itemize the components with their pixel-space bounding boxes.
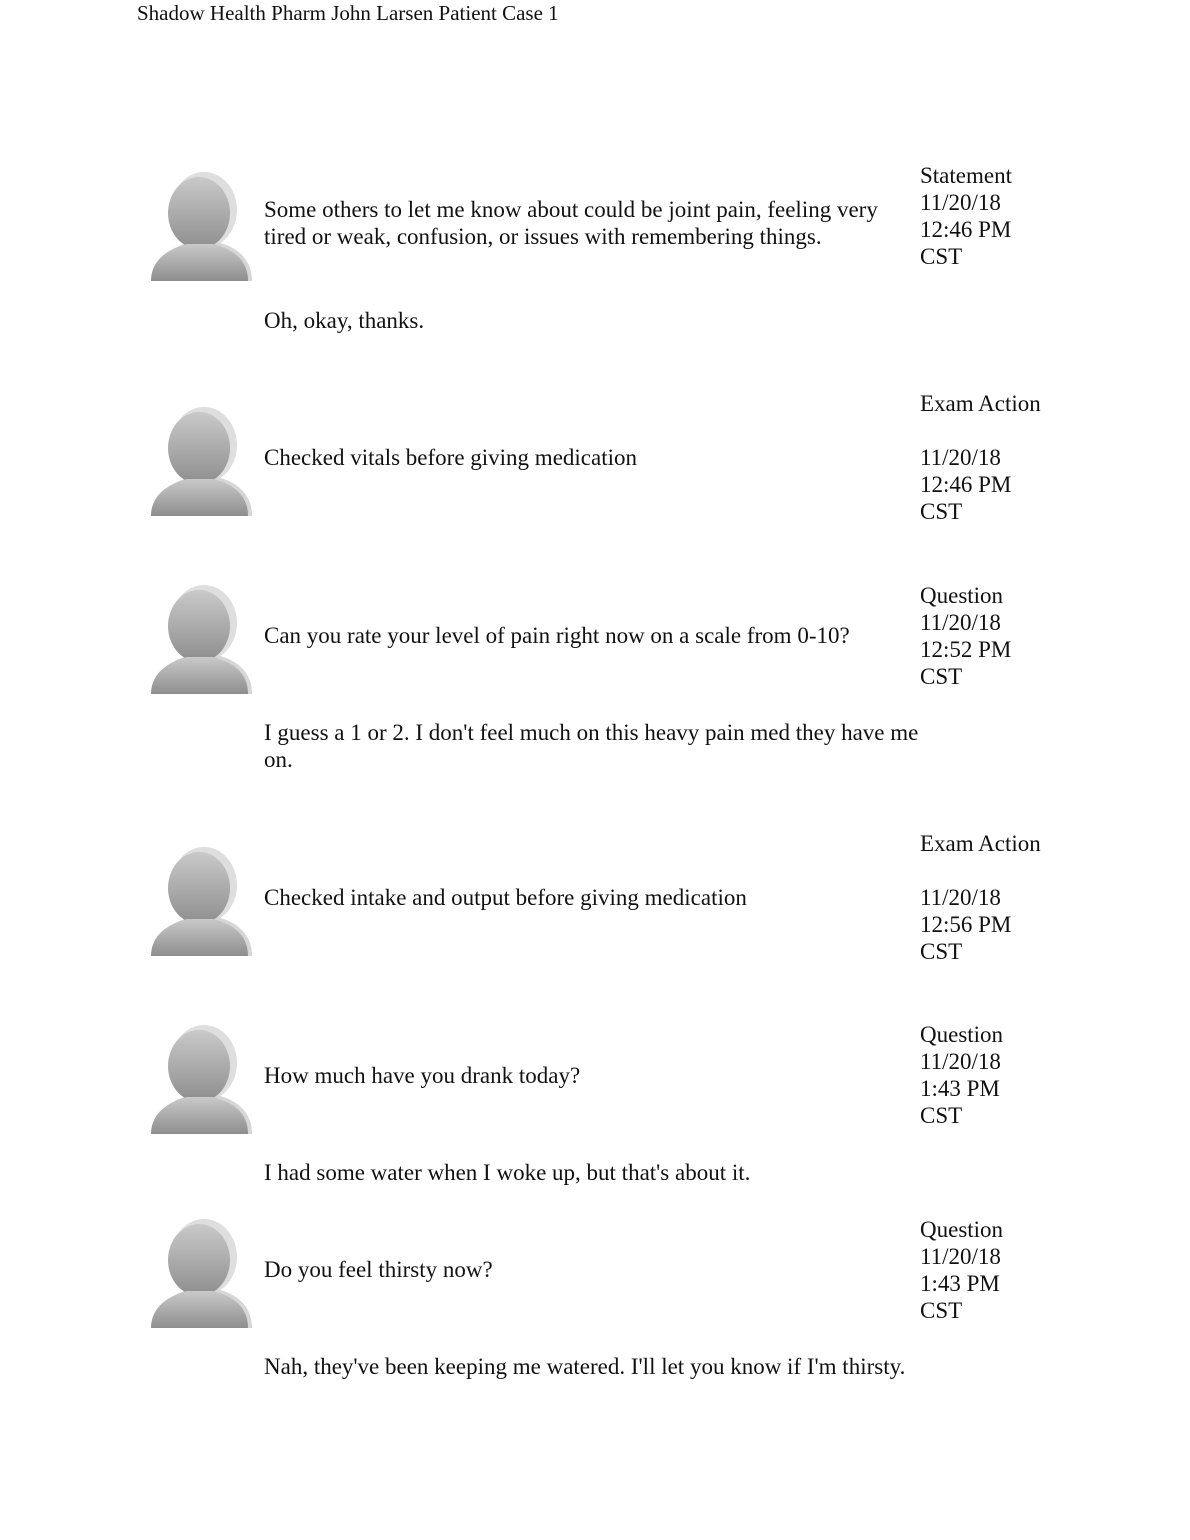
entry-text: Do you feel thirsty now? — [264, 1257, 493, 1282]
entry-meta — [920, 582, 1160, 690]
entry-type: Question — [920, 1022, 1004, 1047]
entry-timezone: CST — [920, 664, 963, 689]
entry-timezone: CST — [920, 1298, 963, 1323]
entry-text: Checked intake and output before giving medication — [264, 885, 747, 910]
entry-time: 12:46 PM — [920, 472, 1012, 497]
page-header-title: Shadow Health Pharm John Larsen Patient Case 1 — [137, 1, 559, 25]
entry-meta — [920, 390, 1160, 525]
entry-date: 11/20/18 — [920, 445, 1001, 470]
entry-date: 11/20/18 — [920, 190, 1001, 215]
avatar-icon — [151, 580, 253, 694]
avatar-icon — [151, 167, 253, 281]
entry-type: Question — [920, 1217, 1004, 1242]
entry-time: 12:52 PM — [920, 637, 1012, 662]
entry-text: How much have you drank today? — [264, 1063, 581, 1088]
entry-meta — [920, 1021, 1160, 1129]
avatar-icon — [151, 1020, 253, 1134]
entry-time: 12:46 PM — [920, 217, 1012, 242]
avatar-icon — [151, 842, 253, 956]
entry-date: 11/20/18 — [920, 885, 1001, 910]
entry-timezone: CST — [920, 499, 963, 524]
patient-response: Oh, okay, thanks. — [264, 308, 425, 333]
patient-response: Nah, they've been keeping me watered. I'll let you know if I'm thirsty. — [264, 1354, 906, 1379]
entry-text: Can you rate your level of pain right now on a scale from 0-10? — [264, 623, 850, 648]
avatar-icon — [151, 1214, 253, 1328]
entry-timezone: CST — [920, 939, 963, 964]
entry-meta — [920, 162, 1160, 270]
entry-text: Some others to let me know about could be joint pain, feeling very tired or weak, confusion, or issues with remembering things. — [264, 197, 878, 249]
entry-date: 11/20/18 — [920, 1244, 1001, 1269]
entry-time: 1:43 PM — [920, 1271, 1000, 1296]
entry-meta — [920, 1216, 1160, 1324]
entry-type: Exam Action — [920, 391, 1041, 416]
patient-response: I had some water when I woke up, but that's about it. — [264, 1160, 751, 1185]
patient-response: I guess a 1 or 2. I don't feel much on this heavy pain med they have me on. — [264, 720, 919, 772]
entry-date: 11/20/18 — [920, 1049, 1001, 1074]
entry-type: Exam Action — [920, 831, 1041, 856]
entry-type: Statement — [920, 163, 1012, 188]
entry-type: Question — [920, 583, 1004, 608]
entry-time: 12:56 PM — [920, 912, 1012, 937]
avatar-icon — [151, 402, 253, 516]
entry-timezone: CST — [920, 1103, 963, 1128]
entry-date: 11/20/18 — [920, 610, 1001, 635]
entry-time: 1:43 PM — [920, 1076, 1000, 1101]
entry-timezone: CST — [920, 244, 963, 269]
entry-text: Checked vitals before giving medication — [264, 445, 637, 470]
entry-meta — [920, 830, 1160, 965]
